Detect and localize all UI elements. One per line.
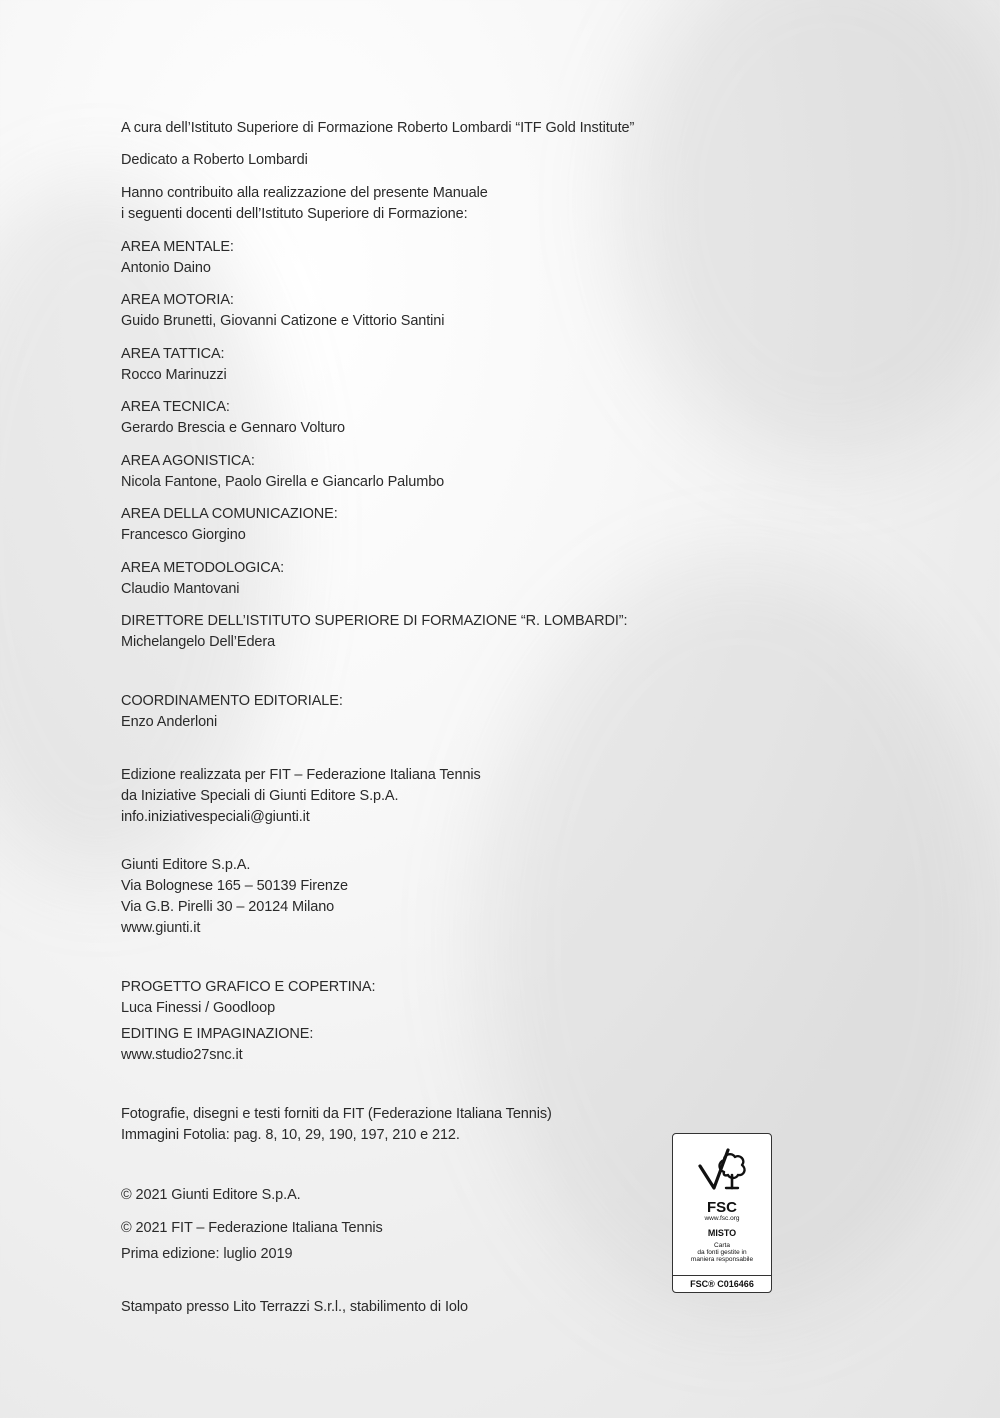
area-mentale-heading: AREA MENTALE: xyxy=(121,239,234,255)
area-tattica-heading: AREA TATTICA: xyxy=(121,346,225,362)
edition-email: info.iniziativespeciali@giunti.it xyxy=(121,809,310,825)
area-motoria-heading: AREA MOTORIA: xyxy=(121,292,234,308)
edition-line-2: da Iniziative Speciali di Giunti Editore S.p.A. xyxy=(121,788,399,804)
design-credit: Luca Finessi / Goodloop xyxy=(121,1000,276,1016)
contributors-intro-line-2: i seguenti docenti dell’Istituto Superiore di Formazione: xyxy=(121,206,468,222)
first-edition-date: Prima edizione: luglio 2019 xyxy=(121,1246,293,1262)
fsc-description-line: Carta xyxy=(714,1242,730,1249)
editorial-coordination-name: Enzo Anderloni xyxy=(121,714,218,730)
area-tattica-names: Rocco Marinuzzi xyxy=(121,367,227,383)
photo-credits-line-1: Fotografie, disegni e testi forniti da FIT (Federazione Italiana Tennis) xyxy=(121,1106,552,1122)
publisher-address-firenze: Via Bolognese 165 – 50139 Firenze xyxy=(121,878,348,894)
area-metodologica-names: Claudio Mantovani xyxy=(121,581,240,597)
curated-by-line: A cura dell’Istituto Superiore di Formazione Roberto Lombardi “ITF Gold Institute” xyxy=(121,120,635,136)
director-name: Michelangelo Dell’Edera xyxy=(121,634,276,650)
area-tecnica-names: Gerardo Brescia e Gennaro Volturo xyxy=(121,420,345,436)
edition-line-1: Edizione realizzata per FIT – Federazione Italiana Tennis xyxy=(121,767,481,783)
fsc-mix-label: MISTO xyxy=(707,1228,737,1238)
fsc-name: FSC xyxy=(707,1199,737,1216)
fsc-tree-check-icon xyxy=(694,1142,750,1198)
printer-line: Stampato presso Lito Terrazzi S.r.l., stabilimento di Iolo xyxy=(121,1299,468,1315)
area-comunicazione-heading: AREA DELLA COMUNICAZIONE: xyxy=(121,506,338,522)
copyright-giunti: © 2021 Giunti Editore S.p.A. xyxy=(121,1187,301,1203)
background-shadow xyxy=(620,0,1000,460)
area-agonistica-heading: AREA AGONISTICA: xyxy=(121,453,255,469)
fsc-description xyxy=(673,1242,771,1263)
copyright-fit: © 2021 FIT – Federazione Italiana Tennis xyxy=(121,1220,383,1236)
fsc-label xyxy=(672,1133,772,1293)
dedication-line: Dedicato a Roberto Lombardi xyxy=(121,152,308,168)
contributors-intro-line-1: Hanno contribuito alla realizzazione del presente Manuale xyxy=(121,185,488,201)
fsc-license-code: FSC® C016466 xyxy=(673,1275,771,1292)
fsc-description-line: maniera responsabile xyxy=(690,1256,754,1263)
area-comunicazione-names: Francesco Giorgino xyxy=(121,527,246,543)
publisher-website: www.giunti.it xyxy=(121,920,201,936)
fsc-description-line: da fonti gestite in xyxy=(697,1249,747,1256)
area-tecnica-heading: AREA TECNICA: xyxy=(121,399,230,415)
publisher-name: Giunti Editore S.p.A. xyxy=(121,857,251,873)
editing-credit: www.studio27snc.it xyxy=(121,1047,243,1063)
area-agonistica-names: Nicola Fantone, Paolo Girella e Giancarlo Palumbo xyxy=(121,474,445,490)
fsc-url: www.fsc.org xyxy=(704,1215,740,1222)
editorial-coordination-heading: COORDINAMENTO EDITORIALE: xyxy=(121,693,343,709)
editing-heading: EDITING E IMPAGINAZIONE: xyxy=(121,1026,314,1042)
area-metodologica-heading: AREA METODOLOGICA: xyxy=(121,560,285,576)
director-heading: DIRETTORE DELL’ISTITUTO SUPERIORE DI FORMAZIONE “R. LOMBARDI”: xyxy=(121,613,628,629)
area-motoria-names: Guido Brunetti, Giovanni Catizone e Vittorio Santini xyxy=(121,313,445,329)
photo-credits-line-2: Immagini Fotolia: pag. 8, 10, 29, 190, 197, 210 e 212. xyxy=(121,1127,460,1143)
design-heading: PROGETTO GRAFICO E COPERTINA: xyxy=(121,979,376,995)
area-mentale-names: Antonio Daino xyxy=(121,260,211,276)
publisher-address-milano: Via G.B. Pirelli 30 – 20124 Milano xyxy=(121,899,335,915)
